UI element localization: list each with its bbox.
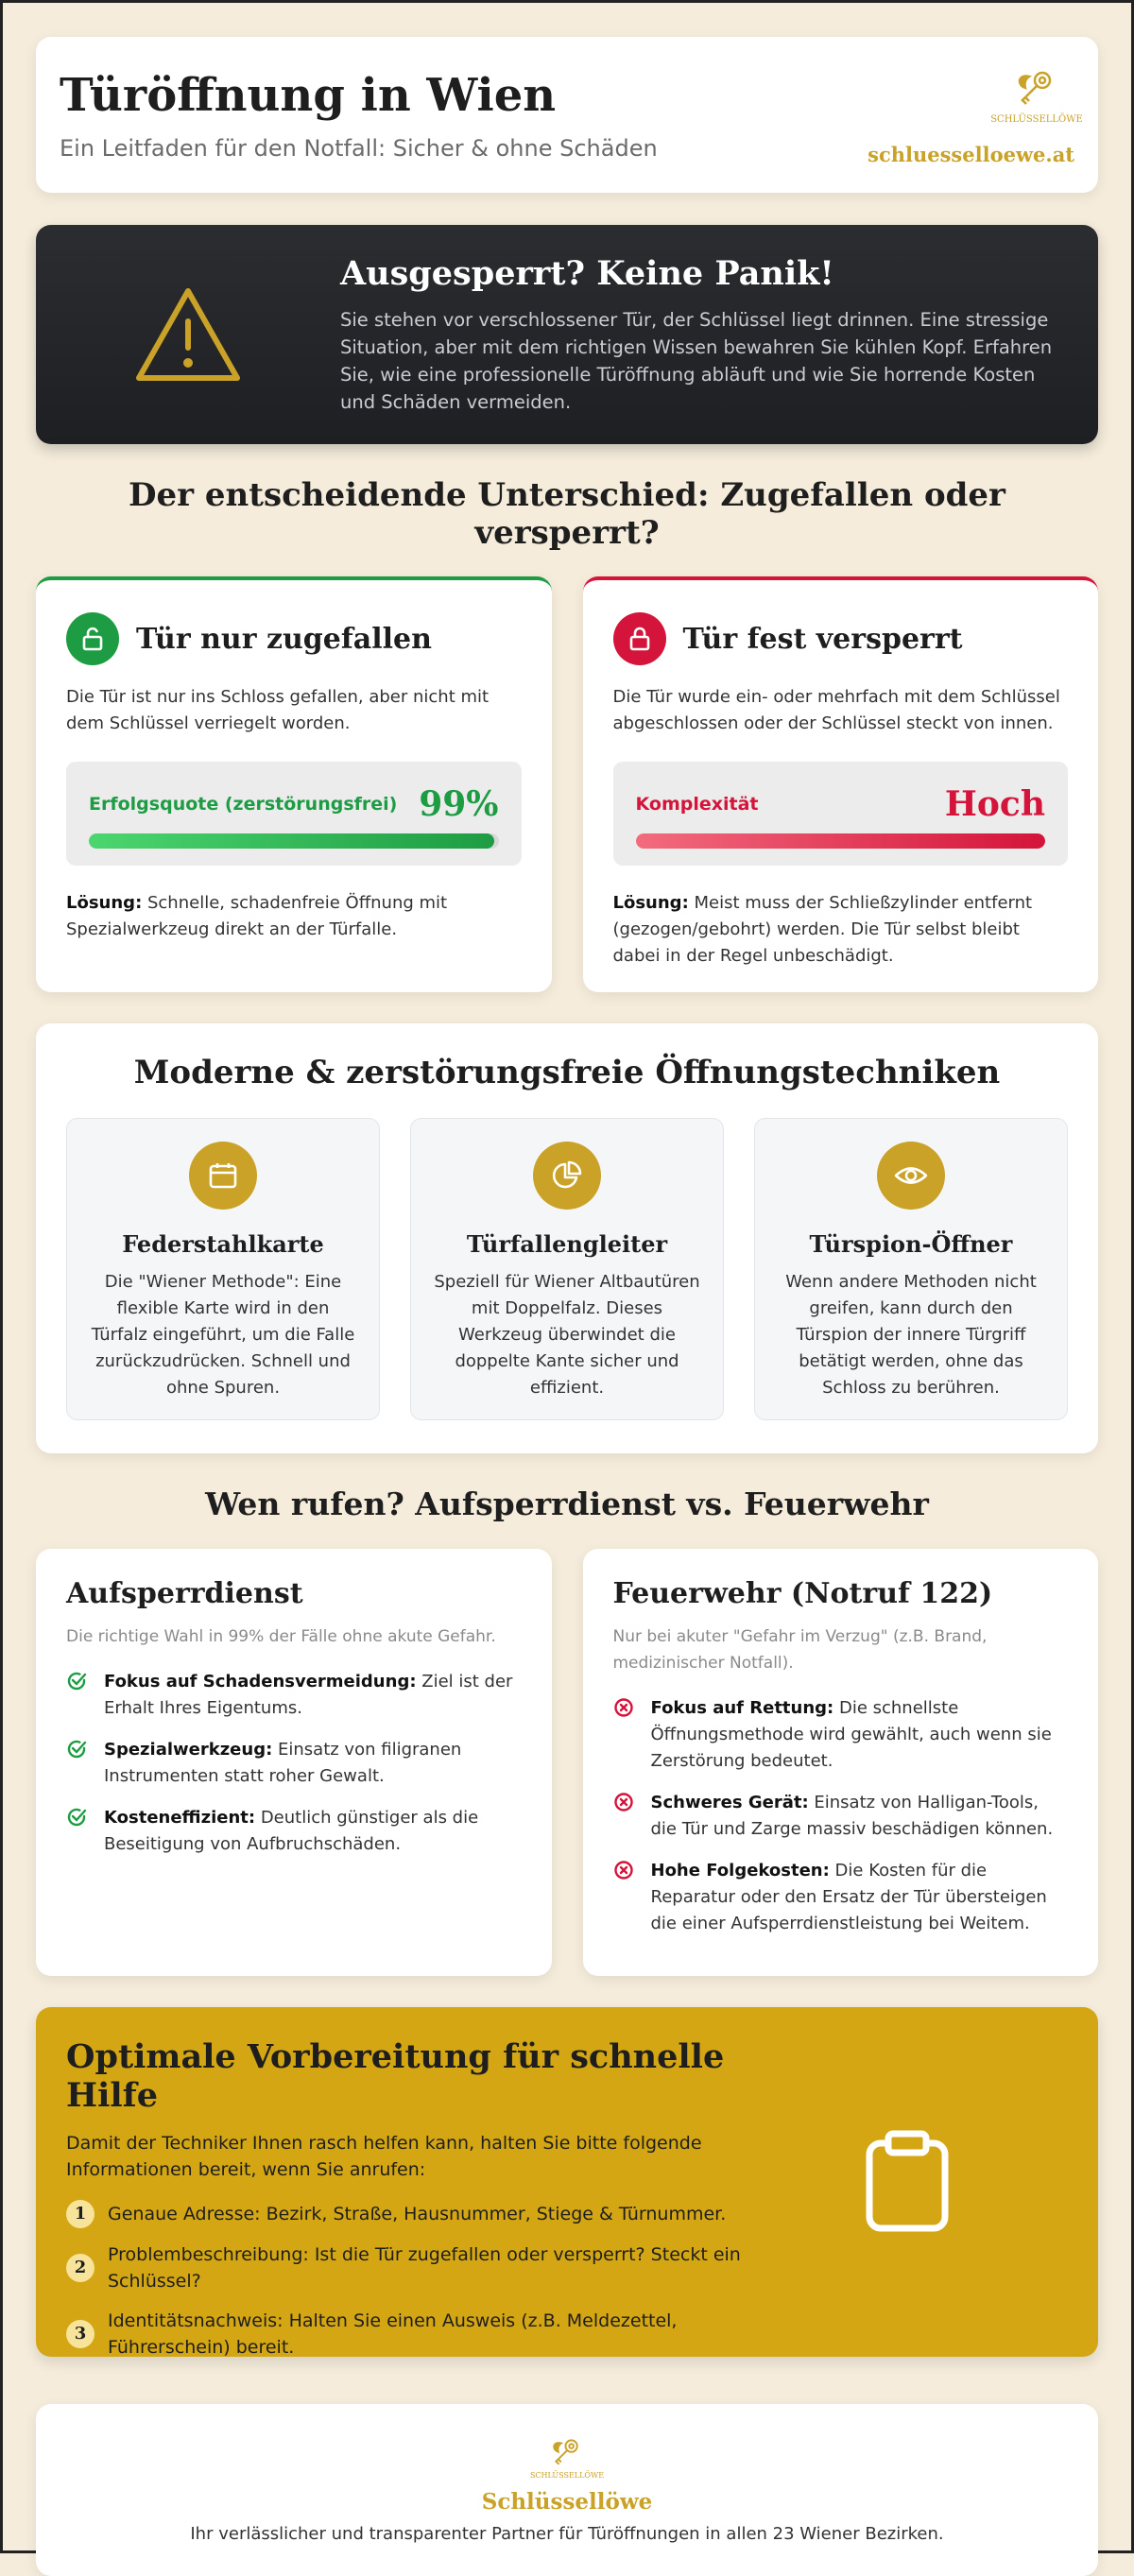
alert-banner: [36, 225, 1098, 444]
list-item: [66, 1737, 522, 1790]
meter-label: Erfolgsquote (zerstörungsfrei): [89, 794, 398, 815]
item-text: Die schnellste Öffnungsmethode wird gewählt, auch wenn sie Zerstörung bedeutet.: [650, 1698, 1052, 1771]
card-title: Tür nur zugefallen: [136, 622, 432, 656]
technique-title: Türspion-Öffner: [809, 1230, 1013, 1258]
meter-value: Hoch: [944, 784, 1045, 824]
compare-card-versperrt: [583, 576, 1099, 992]
step-number: 1: [66, 2200, 94, 2228]
step-text: Genaue Adresse: Bezirk, Straße, Hausnummer, Stiege & Türnummer.: [108, 2204, 727, 2224]
list-item: [66, 1805, 522, 1858]
item-text: Die Kosten für die Reparatur oder den Ersatz der Tür übersteigen die einer Aufsperrdienstleistung bei Weitem.: [650, 1861, 1047, 1933]
progress-bar-fill: [636, 833, 1046, 849]
list-item: [66, 2308, 747, 2361]
header: [36, 37, 1098, 193]
card-title: Tür fest versperrt: [682, 622, 963, 656]
technique-text: Speziell für Wiener Altbautüren mit Doppelfalz. Dieses Werkzeug überwindet die doppelte Kante sicher und effizient.: [434, 1272, 700, 1398]
meter-value: 99%: [419, 784, 499, 824]
alert-icon-wrap: [36, 285, 340, 384]
item-bold: Schweres Gerät:: [650, 1793, 809, 1812]
footer-tagline: Ihr verlässlicher und transparenter Partner für Türöffnungen in allen 23 Wiener Bezirken.: [190, 2523, 944, 2544]
card-note: Nur bei akuter "Gefahr im Verzug" (z.B. Brand, medizinischer Notfall).: [612, 1627, 988, 1673]
preparation-intro: Damit der Techniker Ihnen rasch helfen kann, halten Sie bitte folgende Informationen bereit, wenn Sie anrufen:: [66, 2133, 702, 2180]
who-title: Wen rufen? Aufsperrdienst vs. Feuerwehr: [205, 1485, 929, 1522]
logo-text: SCHLÜSSELLÖWE: [529, 2470, 605, 2480]
lion-key-logo-icon: [530, 2437, 604, 2480]
footer: [36, 2404, 1098, 2576]
item-text: Einsatz von filigranen Instrumenten statt roher Gewalt.: [104, 1740, 462, 1786]
solution-text: [66, 890, 522, 943]
progress-bar: [636, 833, 1046, 849]
item-bold: Kosteneffizient:: [104, 1808, 256, 1828]
pie-chart-icon: [533, 1142, 601, 1210]
item-text: Ziel ist der Erhalt Ihres Eigentums.: [104, 1672, 513, 1718]
who-section: [36, 1549, 1098, 1976]
page-title: Türöffnung in Wien: [60, 68, 557, 122]
compare-card-zugefallen: [36, 576, 552, 992]
solution-label: Lösung:: [66, 893, 143, 913]
card-head: [613, 612, 1069, 665]
solution-label: Lösung:: [612, 893, 689, 913]
list-item: [66, 2200, 747, 2228]
card-description: Die Tür ist nur ins Schloss gefallen, aber nicht mit dem Schlüssel verriegelt worden.: [66, 687, 490, 733]
check-circle-icon: [66, 1805, 91, 1858]
techniques-title: Moderne & zerstörungsfreie Öffnungstechniken: [133, 1054, 1001, 1091]
list-item: [66, 1669, 522, 1722]
clipboard-icon-wrap: [747, 2037, 1068, 2327]
item-bold: Hohe Folgekosten:: [650, 1861, 830, 1880]
compare-title: Der entscheidende Unterschied: Zugefallen oder versperrt?: [129, 476, 1005, 552]
preparation-list: [66, 2200, 747, 2361]
check-circle-icon: [66, 1669, 91, 1722]
techniques-section: [36, 1023, 1098, 1453]
item-bold: Spezialwerkzeug:: [104, 1740, 273, 1760]
logo-text: SCHLÜSSELLÖWE: [990, 113, 1083, 125]
solution-body: Schnelle, schadenfreie Öffnung mit Spezialwerkzeug direkt an der Türfalle.: [66, 893, 448, 939]
list-item: [613, 1858, 1069, 1937]
technique-title: Federstahlkarte: [122, 1230, 324, 1258]
step-number: 2: [66, 2254, 94, 2282]
card-head: [66, 612, 522, 665]
list-item: [613, 1790, 1069, 1843]
card-title: Aufsperrdienst: [66, 1577, 303, 1610]
item-text: Deutlich günstiger als die Beseitigung von Aufbruchschäden.: [104, 1808, 479, 1854]
preparation-section: [36, 2007, 1098, 2357]
technique-text: Die "Wiener Methode": Eine flexible Karte wird in den Türfalz eingeführt, um die Falle zurückzudrücken. Schnell und ohne Spuren.: [91, 1272, 355, 1398]
warning-triangle-icon: [133, 285, 243, 384]
list-item: [66, 2241, 747, 2294]
technique-card: [754, 1118, 1068, 1420]
meter-label: Komplexität: [635, 794, 759, 815]
lion-key-logo-icon: [990, 63, 1083, 129]
technique-card: [410, 1118, 724, 1420]
success-rate-meter: [66, 762, 522, 866]
eye-icon: [877, 1142, 945, 1210]
solution-text: [613, 890, 1069, 970]
technique-card: [66, 1118, 380, 1420]
technique-title: Türfallengleiter: [466, 1230, 668, 1258]
item-bold: Fokus auf Schadensvermeidung:: [104, 1672, 417, 1692]
technique-cards: [66, 1118, 1068, 1420]
card-description: Die Tür wurde ein- oder mehrfach mit dem Schlüssel abgeschlossen oder der Schlüssel steckt von innen.: [612, 687, 1060, 733]
technique-text: Wenn andere Methoden nicht greifen, kann durch den Türspion der innere Türgriff betätigt werden, ohne das Schloss zu berühren.: [785, 1272, 1037, 1398]
x-circle-icon: [613, 1790, 638, 1843]
card-note: Die richtige Wahl in 99% der Fälle ohne akute Gefahr.: [66, 1627, 496, 1646]
page-subtitle: Ein Leitfaden für den Notfall: Sicher & ohne Schäden: [60, 134, 658, 162]
item-text: Einsatz von Halligan-Tools, die Tür und Zarge massiv beschädigen können.: [650, 1793, 1054, 1839]
solution-body: Meist muss der Schließzylinder entfernt (gezogen/gebohrt) werden. Die Tür selbst bleibt dabei in der Regel unbeschädigt.: [612, 893, 1033, 966]
item-bold: Fokus auf Rettung:: [650, 1698, 834, 1718]
clipboard-icon: [862, 2130, 953, 2234]
locked-padlock-icon: [613, 612, 666, 665]
alert-title: Ausgesperrt? Keine Panik!: [340, 253, 834, 293]
alert-text: [340, 254, 1098, 416]
header-text: [60, 69, 658, 162]
website-url[interactable]: schluesselloewe.at: [868, 143, 1074, 166]
step-number: 3: [66, 2320, 94, 2348]
footer-brand-name: Schlüssellöwe: [481, 2488, 653, 2515]
card-icon: [189, 1142, 257, 1210]
con-list: [613, 1695, 1069, 1937]
aufsperrdienst-card: [36, 1549, 552, 1976]
card-title: Feuerwehr (Notruf 122): [612, 1577, 993, 1610]
brand[interactable]: [868, 63, 1083, 166]
step-text: Problembeschreibung: Ist die Tür zugefallen oder versperrt? Steckt ein Schlüssel?: [108, 2244, 741, 2292]
x-circle-icon: [613, 1695, 638, 1775]
alert-body: Sie stehen vor verschlossener Tür, der Schlüssel liegt drinnen. Eine stressige Situation, aber mit dem richtigen Wissen bewahren Sie kühlen Kopf. Erfahren Sie, wie eine professionelle Türöffnung abläuft und wie Sie horrende Kosten und Schäden vermeiden.: [340, 308, 1053, 413]
x-circle-icon: [613, 1858, 638, 1937]
feuerwehr-card: [583, 1549, 1099, 1976]
progress-bar-fill: [89, 833, 494, 849]
unlocked-padlock-icon: [66, 612, 119, 665]
complexity-meter: [613, 762, 1069, 866]
preparation-text: [66, 2037, 747, 2358]
step-text: Identitätsnachweis: Halten Sie einen Ausweis (z.B. Meldezettel, Führerschein) bereit.: [108, 2310, 678, 2358]
preparation-title: Optimale Vorbereitung für schnelle Hilfe: [66, 2037, 725, 2115]
pro-list: [66, 1669, 522, 1858]
list-item: [613, 1695, 1069, 1775]
compare-section: [36, 576, 1098, 992]
progress-bar: [89, 833, 499, 849]
check-circle-icon: [66, 1737, 91, 1790]
